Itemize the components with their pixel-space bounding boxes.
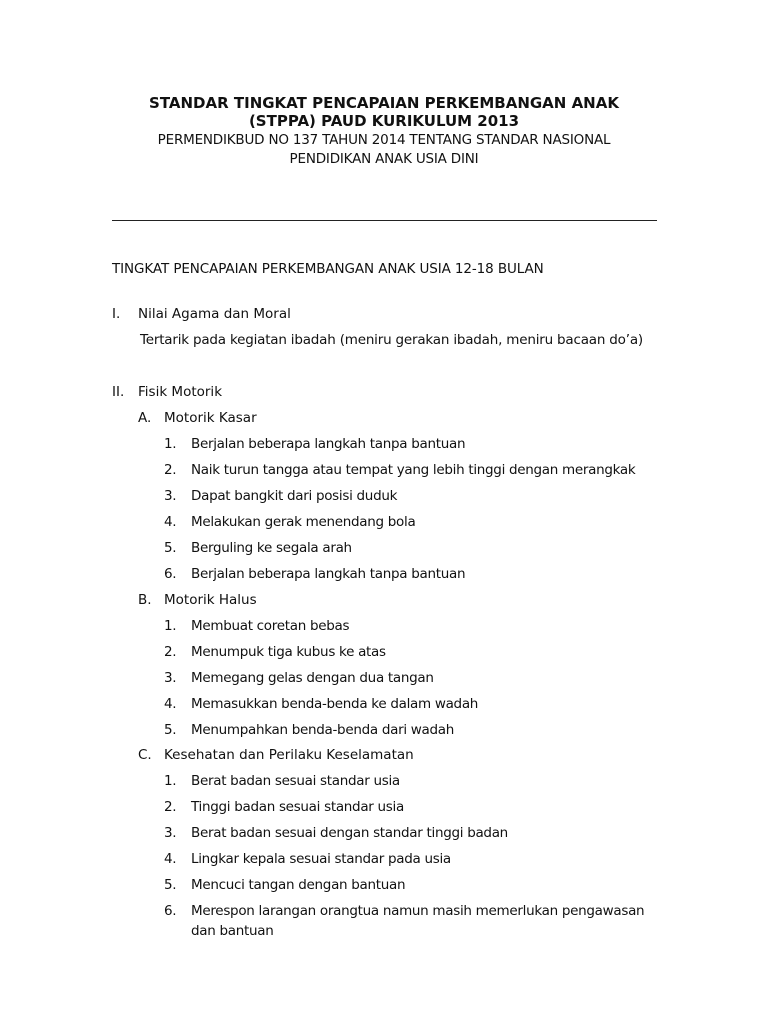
list-item-number: 5.	[164, 540, 177, 556]
list-item-number: 1.	[164, 436, 177, 452]
subsection-b-letter: B.	[138, 592, 152, 608]
list-item-number: 1.	[164, 773, 177, 789]
subsection-b-title: Motorik Halus	[164, 592, 257, 608]
list-item-number: 1.	[164, 618, 177, 634]
section-1-text: Tertarik pada kegiatan ibadah (meniru gerakan ibadah, meniru bacaan do’a)	[140, 332, 643, 348]
list-item-number: 2.	[164, 644, 177, 660]
subsection-b-heading	[138, 590, 257, 610]
list-item-text: Memegang gelas dengan dua tangan	[191, 670, 434, 686]
list-item-text: Menumpahkan benda-benda dari wadah	[191, 722, 454, 738]
section-1-number: I.	[112, 306, 121, 322]
list-item-number: 6.	[164, 566, 177, 582]
list-item-text: Dapat bangkit dari posisi duduk	[191, 488, 398, 504]
section-1-heading	[112, 304, 291, 324]
list-item-number: 2.	[164, 462, 177, 478]
subsection-a-letter: A.	[138, 410, 152, 426]
list-item-number: 5.	[164, 877, 177, 893]
list-item-number: 5.	[164, 722, 177, 738]
subsection-a-heading	[138, 408, 257, 428]
section-2-heading	[112, 382, 222, 402]
list-item-text: Berat badan sesuai standar usia	[191, 773, 400, 789]
document-title-line-1: STANDAR TINGKAT PENCAPAIAN PERKEMBANGAN ANAK	[149, 94, 619, 112]
list-item-text: Berguling ke segala arah	[191, 540, 352, 556]
list-item-text: Melakukan gerak menendang bola	[191, 514, 416, 530]
list-item-text: Berjalan beberapa langkah tanpa bantuan	[191, 436, 466, 452]
list-item-number: 2.	[164, 799, 177, 815]
section-2-title: Fisik Motorik	[138, 384, 223, 400]
section-1-title: Nilai Agama dan Moral	[138, 306, 291, 322]
document-subtitle-line-2: PENDIDIKAN ANAK USIA DINI	[289, 151, 479, 167]
list-item-number: 4.	[164, 514, 177, 530]
list-item-number: 3.	[164, 670, 177, 686]
subsection-c-heading	[138, 745, 414, 765]
horizontal-divider	[112, 220, 657, 221]
list-item-text: Memasukkan benda-benda ke dalam wadah	[191, 696, 479, 712]
subsection-c-letter: C.	[138, 747, 152, 763]
list-item-text: Merespon larangan orangtua namun masih memerlukan pengawasan dan bantuan	[191, 903, 645, 939]
list-item-text: Membuat coretan bebas	[191, 618, 350, 634]
list-item-text: Berjalan beberapa langkah tanpa bantuan	[191, 566, 466, 582]
list-item-number: 3.	[164, 488, 177, 504]
list-item-number: 4.	[164, 696, 177, 712]
list-item-text: Menumpuk tiga kubus ke atas	[191, 644, 386, 660]
list-item-number: 3.	[164, 825, 177, 841]
list-item-text: Berat badan sesuai dengan standar tinggi badan	[191, 825, 508, 841]
list-item-text: Lingkar kepala sesuai standar pada usia	[191, 851, 451, 867]
subsection-c-title: Kesehatan dan Perilaku Keselamatan	[164, 747, 414, 763]
document-subtitle-line-1: PERMENDIKBUD NO 137 TAHUN 2014 TENTANG STANDAR NASIONAL	[157, 132, 611, 148]
list-item-number: 4.	[164, 851, 177, 867]
document-title-line-2: (STPPA) PAUD KURIKULUM 2013	[248, 112, 520, 130]
list-item-text: Mencuci tangan dengan bantuan	[191, 877, 406, 893]
list-item-text: Naik turun tangga atau tempat yang lebih tinggi dengan merangkak	[191, 462, 636, 478]
section-2-number: II.	[112, 384, 125, 400]
list-item-number: 6.	[164, 903, 177, 919]
list-item-text: Tinggi badan sesuai standar usia	[191, 799, 404, 815]
subsection-a-title: Motorik Kasar	[164, 410, 257, 426]
age-range-heading: TINGKAT PENCAPAIAN PERKEMBANGAN ANAK USIA 12-18 BULAN	[112, 261, 544, 277]
